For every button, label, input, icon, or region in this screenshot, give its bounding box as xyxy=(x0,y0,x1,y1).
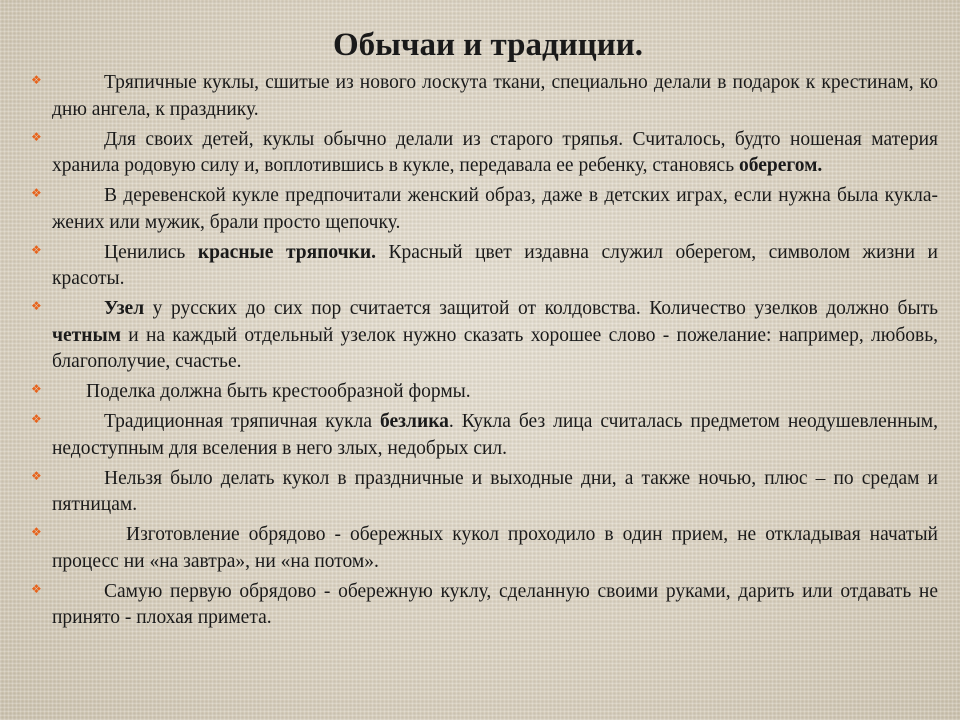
diamond-bullet-icon: ❖ xyxy=(31,382,42,396)
diamond-bullet-icon: ❖ xyxy=(31,242,42,257)
diamond-bullet-icon: ❖ xyxy=(31,129,42,144)
list-item xyxy=(32,379,938,406)
item-text: Тряпичные куклы, сшитые из нового лоскута ткани, специально делали в подарок к крестинам, ко дню ангела, к празднику. xyxy=(52,72,938,120)
list-item xyxy=(32,70,938,123)
diamond-bullet-icon: ❖ xyxy=(31,525,42,539)
emphasized-text: четным xyxy=(52,324,121,346)
diamond-bullet-icon: ❖ xyxy=(31,581,42,596)
item-text: Нельзя было делать кукол в праздничные и выходные дни, а также ночью, плюс – по средам и пятницам. xyxy=(52,467,938,515)
item-text: Традиционная тряпичная кукла xyxy=(104,411,381,432)
emphasized-text: оберегом. xyxy=(738,155,823,176)
item-text: Для своих детей, куклы обычно делали из старого тряпья. Считалось, будто ношеная материя хранила родовую силу и, воплотившись в кукле, передавала ее ребенку, становясь xyxy=(52,128,938,176)
emphasized-text: Узел xyxy=(104,298,145,319)
diamond-bullet-icon: ❖ xyxy=(31,73,42,87)
list-item xyxy=(32,183,938,236)
item-text: Самую первую обрядово - обережную куклу, сделанную своими руками, дарить или отдавать не принято - плохая примета. xyxy=(52,580,938,628)
item-text: Красный цвет издавна служил оберегом, символом жизни и красоты. xyxy=(52,241,938,289)
emphasized-text: красные тряпочки. xyxy=(197,241,376,263)
diamond-bullet-icon: ❖ xyxy=(31,299,42,313)
list-item xyxy=(32,522,938,575)
slide-title: Обычаи и традиции. xyxy=(332,27,644,63)
diamond-bullet-icon: ❖ xyxy=(31,186,42,200)
list-item xyxy=(32,240,938,293)
list-item xyxy=(32,296,938,376)
list-item xyxy=(32,466,938,519)
diamond-bullet-icon: ❖ xyxy=(31,468,42,483)
list-item xyxy=(32,409,938,462)
list-item xyxy=(32,127,938,180)
item-text: Ценились xyxy=(104,241,198,263)
item-text: и на каждый отдельный узелок нужно сказать хорошее слово - пожелание: например, любовь, благополучие, счастье. xyxy=(52,324,938,372)
bullet-list xyxy=(32,70,938,632)
item-text: у русских до сих пор считается защитой от колдовства. Количество узелков должно быть xyxy=(144,298,938,319)
item-text: . Кукла без лица считалась предметом неодушевленным, недоступным для вселения в него злых, недобрых сил. xyxy=(52,411,938,459)
item-text: Изготовление обрядово - обережных кукол проходило в один прием, не откладывая начатый процесс ни «на завтра», ни «на потом». xyxy=(52,524,938,572)
diamond-bullet-icon: ❖ xyxy=(31,412,42,426)
list-item xyxy=(32,579,938,632)
item-text: В деревенской кукле предпочитали женский образ, даже в детских играх, если нужна была кукла-жених или мужик, брали просто щепочку. xyxy=(52,185,938,233)
item-text: Поделка должна быть крестообразной формы. xyxy=(86,381,471,402)
emphasized-text: безлика xyxy=(380,411,449,432)
